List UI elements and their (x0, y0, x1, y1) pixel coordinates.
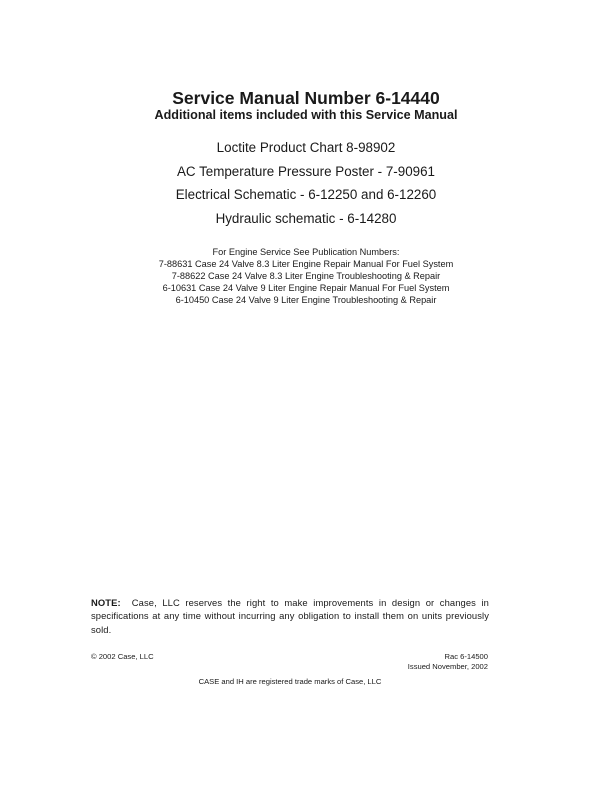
included-item: AC Temperature Pressure Poster - 7-90961 (176, 163, 436, 179)
engine-service-section (0, 246, 612, 306)
included-item: Loctite Product Chart 8-98902 (216, 140, 396, 155)
note-label: NOTE: (91, 597, 121, 608)
engine-publication: 6-10450 Case 24 Valve 9 Liter Engine Troubleshooting & Repair (175, 295, 437, 305)
engine-publication: 7-88622 Case 24 Valve 8.3 Liter Engine Troubleshooting & Repair (171, 271, 441, 281)
copyright-notice: © 2002 Case, LLC (91, 652, 154, 661)
rac-number: Rac 6-14500 (444, 652, 488, 661)
included-item: Hydraulic schematic - 6-14280 (215, 210, 397, 226)
page-title: Service Manual Number 6-14440 (172, 88, 440, 108)
publication-info (408, 652, 488, 672)
note-paragraph (91, 596, 489, 636)
issue-date: Issued November, 2002 (407, 662, 488, 671)
engine-service-heading: For Engine Service See Publication Numbers: (212, 247, 400, 257)
included-items-list (0, 136, 612, 230)
engine-publication: 6-10631 Case 24 Valve 9 Liter Engine Repair Manual For Fuel System (162, 283, 450, 293)
note-text: Case, LLC reserves the right to make improvements in design or changes in specifications at any time without incurring any obligation to install them on units previously sold. (91, 597, 489, 635)
engine-publication-list (0, 258, 612, 306)
page-subtitle: Additional items included with this Service Manual (154, 108, 458, 122)
trademark-notice: CASE and IH are registered trade marks of Case, LLC (198, 677, 382, 686)
engine-publication: 7-88631 Case 24 Valve 8.3 Liter Engine Repair Manual For Fuel System (158, 259, 454, 269)
included-item: Electrical Schematic - 6-12250 and 6-12260 (175, 187, 437, 202)
